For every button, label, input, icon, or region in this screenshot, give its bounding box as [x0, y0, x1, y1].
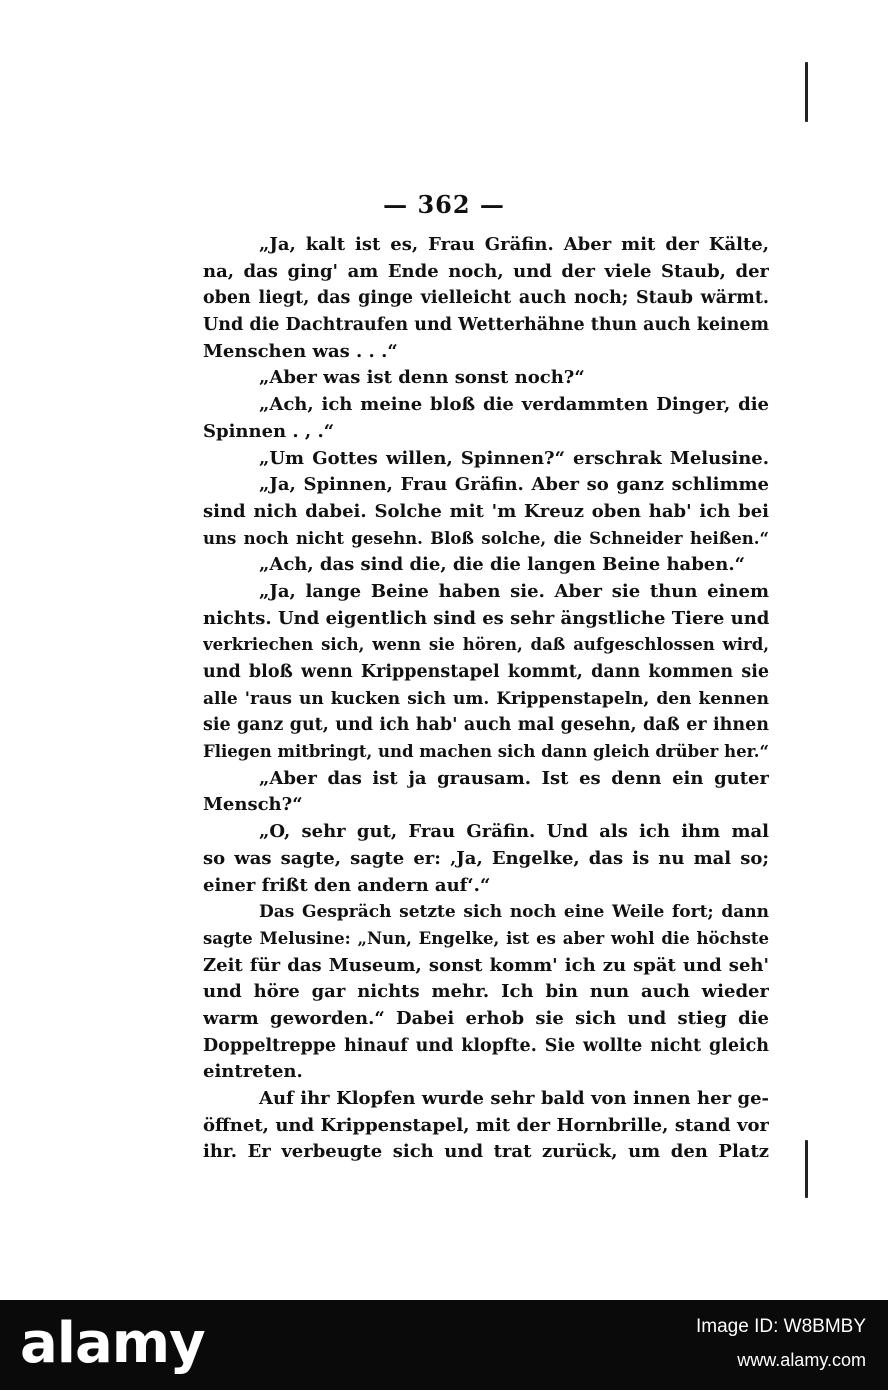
site-url: www.alamy.com	[737, 1350, 866, 1370]
text-line: „Ja, kalt ist es, Frau Gräfin. Aber mit der Kälte,	[259, 234, 769, 255]
body-text	[203, 232, 769, 1166]
image-id-label: Image ID: W8BMBY	[696, 1316, 866, 1337]
text-line: „O, sehr gut, Frau Gräfin. Und als ich ihm mal	[259, 821, 769, 843]
page-number: — 362 —	[383, 190, 505, 219]
text-line: „Aber was ist denn sonst noch?“	[259, 367, 585, 389]
text-line: Auf ihr Klopfen wurde sehr bald von innen her ge-	[259, 1088, 769, 1109]
text-line: Doppeltreppe hinauf und klopfte. Sie wollte nicht gleich	[203, 1035, 769, 1056]
text-line: „Ach, ich meine bloß die verdammten Dinger, die	[259, 394, 769, 416]
text-line: sie ganz gut, und ich hab' auch mal gesehn, daß er ihnen	[203, 715, 769, 736]
alamy-logo: alamy	[20, 1311, 205, 1376]
text-line: Spinnen . , .“	[203, 420, 335, 442]
text-line: „Aber das ist ja grausam. Ist es denn ein guter	[259, 767, 769, 789]
text-line: Zeit für das Museum, sonst komm' ich zu spät und seh'	[203, 954, 769, 976]
text-line: alle 'raus un kucken sich um. Krippenstapeln, den kennen	[203, 688, 769, 709]
text-line: nichts. Und eigentlich sind es sehr ängstliche Tiere und	[203, 607, 769, 629]
text-line: uns noch nicht gesehn. Bloß solche, die Schneider heißen.“	[203, 528, 769, 548]
text-line: und höre gar nichts mehr. Ich bin nun auch wieder	[203, 981, 769, 1003]
text-line: warm geworden.“ Dabei erhob sie sich und stieg die	[203, 1007, 769, 1029]
text-line: „Ach, das sind die, die die langen Beine haben.“	[259, 554, 745, 576]
text-line: und bloß wenn Krippenstapel kommt, dann kommen sie	[203, 662, 769, 682]
text-line: öffnet, und Krippenstapel, mit der Hornbrille, stand vor	[203, 1114, 769, 1136]
text-line: Menschen was . . .“	[203, 340, 398, 362]
text-line: oben liegt, das ginge vielleicht auch noch; Staub wärmt.	[203, 288, 769, 309]
text-line: Und die Dachtraufen und Wetterhähne thun auch keinem	[203, 315, 769, 336]
text-line: ihr. Er verbeugte sich und trat zurück, um den Platz	[203, 1141, 769, 1163]
text-line: einer frißt den andern auf‘.“	[203, 874, 491, 896]
text-line: na, das ging' am Ende noch, und der viele Staub, der	[203, 260, 769, 282]
text-line: verkriechen sich, wenn sie hören, daß aufgeschlossen wird,	[203, 635, 769, 655]
text-line: sagte Melusine: „Nun, Engelke, ist es aber wohl die höchste	[203, 928, 769, 948]
text-line: Fliegen mitbringt, und machen sich dann gleich drüber her.“	[203, 742, 769, 762]
text-line: so was sagte, sagte er: ‚Ja, Engelke, das is nu mal so;	[203, 847, 769, 869]
text-line: Das Gespräch setzte sich noch eine Weile fort; dann	[259, 902, 769, 923]
text-line: „Um Gottes willen, Spinnen?“ erschrak Melusine.	[259, 447, 769, 469]
stock-watermark-bar	[0, 1300, 888, 1390]
text-line: Mensch?“	[203, 794, 303, 816]
page-edge-line-top	[805, 62, 808, 122]
text-line: „Ja, lange Beine haben sie. Aber sie thun einem	[259, 580, 769, 602]
text-line: eintreten.	[203, 1061, 303, 1083]
page-edge-line-bottom	[805, 1140, 808, 1198]
text-line: „Ja, Spinnen, Frau Gräfin. Aber so ganz schlimme	[259, 474, 769, 496]
text-line: sind nich dabei. Solche mit 'm Kreuz oben hab' ich bei	[203, 500, 769, 522]
